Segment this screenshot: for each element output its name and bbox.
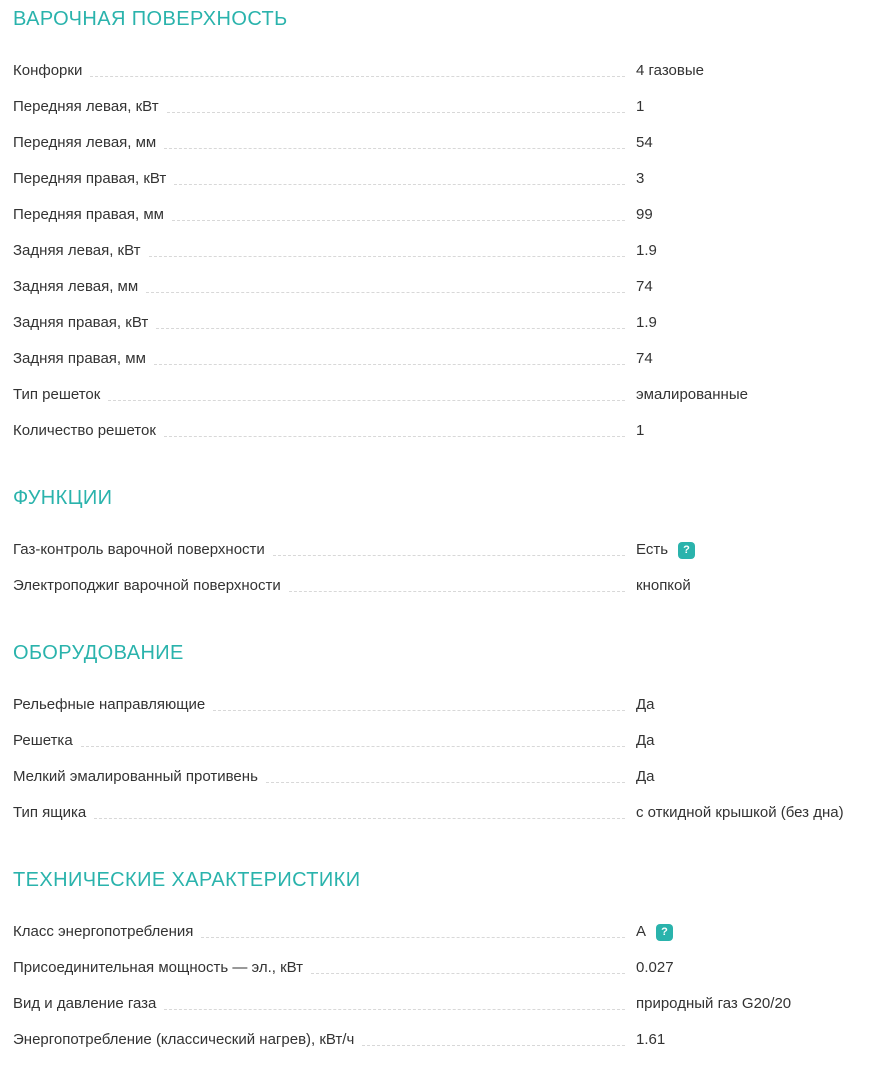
dotted-leader — [90, 76, 625, 77]
spec-value — [636, 769, 872, 784]
spec-label: Мелкий эмалированный противень — [13, 768, 258, 785]
section-title: ВАРОЧНАЯ ПОВЕРХНОСТЬ — [13, 8, 288, 30]
spec-label: Задняя левая, мм — [13, 278, 139, 295]
spec-row — [13, 305, 872, 341]
spec-label: Задняя левая, кВт — [13, 242, 141, 259]
dotted-leader — [164, 436, 625, 437]
spec-value-text: 1.61 — [636, 1031, 666, 1048]
spec-value-text: 3 — [636, 170, 645, 187]
spec-value-text: 99 — [636, 206, 653, 223]
spec-label: Класс энергопотребления — [13, 923, 194, 940]
dotted-leader — [164, 1009, 625, 1010]
dotted-leader — [167, 112, 625, 113]
dotted-leader — [156, 328, 625, 329]
spec-value — [636, 63, 872, 78]
spec-value-text: 4 газовые — [636, 62, 704, 79]
spec-value — [636, 805, 872, 820]
spec-value — [636, 924, 872, 939]
spec-value — [636, 996, 872, 1011]
spec-value-text: Да — [636, 696, 655, 713]
spec-row — [13, 53, 872, 89]
section-rows — [13, 687, 872, 831]
spec-row — [13, 532, 872, 568]
spec-value — [636, 1032, 872, 1047]
dotted-leader — [81, 746, 625, 747]
spec-value-text: кнопкой — [636, 577, 691, 594]
spec-row — [13, 986, 872, 1022]
spec-row — [13, 759, 872, 795]
spec-value — [636, 351, 872, 366]
spec-section — [13, 9, 872, 449]
dotted-leader — [213, 710, 625, 711]
spec-label: Рельефные направляющие — [13, 696, 206, 713]
spec-row — [13, 269, 872, 305]
spec-label: Количество решеток — [13, 422, 156, 439]
section-rows — [13, 53, 872, 449]
spec-value — [636, 315, 872, 330]
dotted-leader — [146, 292, 625, 293]
spec-value — [636, 542, 872, 557]
spec-row — [13, 568, 872, 604]
spec-value — [636, 423, 872, 438]
spec-label: Вид и давление газа — [13, 995, 157, 1012]
spec-value-text: 1 — [636, 422, 645, 439]
spec-label: Передняя левая, мм — [13, 134, 157, 151]
spec-row — [13, 687, 872, 723]
section-rows — [13, 914, 872, 1058]
dotted-leader — [164, 148, 625, 149]
spec-label: Тип решеток — [13, 386, 101, 403]
spec-label: Электроподжиг варочной поверхности — [13, 577, 281, 594]
spec-label: Решетка — [13, 732, 73, 749]
spec-row — [13, 950, 872, 986]
spec-value — [636, 279, 872, 294]
spec-value — [636, 99, 872, 114]
spec-value-text: 1.9 — [636, 242, 657, 259]
help-icon[interactable]: ? — [656, 924, 673, 941]
dotted-leader — [362, 1045, 625, 1046]
spec-section — [13, 643, 872, 831]
spec-label: Задняя правая, мм — [13, 350, 146, 367]
spec-value-text: Есть — [636, 541, 669, 558]
spec-value-text: с откидной крышкой (без дна) — [636, 804, 844, 821]
spec-value — [636, 243, 872, 258]
spec-label: Присоединительная мощность — эл., кВт — [13, 959, 304, 976]
spec-row — [13, 233, 872, 269]
section-title: ТЕХНИЧЕСКИЕ ХАРАКТЕРИСТИКИ — [13, 869, 361, 891]
dotted-leader — [108, 400, 625, 401]
spec-row — [13, 413, 872, 449]
section-title: ФУНКЦИИ — [13, 487, 113, 509]
spec-label: Газ-контроль варочной поверхности — [13, 541, 265, 558]
spec-value — [636, 207, 872, 222]
spec-row — [13, 197, 872, 233]
spec-row — [13, 795, 872, 831]
spec-value — [636, 578, 872, 593]
spec-value-text: Да — [636, 732, 655, 749]
spec-value-text: Да — [636, 768, 655, 785]
spec-value-text: 0.027 — [636, 959, 674, 976]
dotted-leader — [311, 973, 625, 974]
spec-value-text: 54 — [636, 134, 653, 151]
spec-value-text: 1 — [636, 98, 645, 115]
spec-row — [13, 161, 872, 197]
spec-value-text: 74 — [636, 278, 653, 295]
spec-label: Передняя левая, кВт — [13, 98, 159, 115]
section-rows — [13, 532, 872, 604]
spec-label: Передняя правая, мм — [13, 206, 164, 223]
spec-value-text: эмалированные — [636, 386, 748, 403]
dotted-leader — [154, 364, 625, 365]
spec-value — [636, 697, 872, 712]
dotted-leader — [201, 937, 625, 938]
spec-value — [636, 171, 872, 186]
spec-row — [13, 914, 872, 950]
dotted-leader — [94, 818, 625, 819]
help-icon[interactable]: ? — [678, 542, 695, 559]
spec-value — [636, 135, 872, 150]
spec-row — [13, 377, 872, 413]
spec-value-text: 1.9 — [636, 314, 657, 331]
spec-row — [13, 89, 872, 125]
section-title: ОБОРУДОВАНИЕ — [13, 642, 184, 664]
spec-label: Энергопотребление (классический нагрев), кВт/ч — [13, 1031, 355, 1048]
dotted-leader — [266, 782, 625, 783]
dotted-leader — [149, 256, 626, 257]
spec-row — [13, 125, 872, 161]
spec-section — [13, 870, 872, 1058]
spec-value — [636, 733, 872, 748]
spec-value-text: 74 — [636, 350, 653, 367]
spec-row — [13, 341, 872, 377]
dotted-leader — [174, 184, 625, 185]
spec-row — [13, 1022, 872, 1058]
spec-row — [13, 723, 872, 759]
spec-label: Передняя правая, кВт — [13, 170, 167, 187]
spec-section — [13, 488, 872, 604]
spec-value — [636, 387, 872, 402]
spec-value — [636, 960, 872, 975]
spec-label: Задняя правая, кВт — [13, 314, 149, 331]
dotted-leader — [172, 220, 625, 221]
dotted-leader — [273, 555, 625, 556]
spec-value-text: A — [636, 923, 647, 940]
dotted-leader — [289, 591, 625, 592]
spec-value-text: природный газ G20/20 — [636, 995, 792, 1012]
spec-label: Тип ящика — [13, 804, 87, 821]
spec-label: Конфорки — [13, 62, 83, 79]
